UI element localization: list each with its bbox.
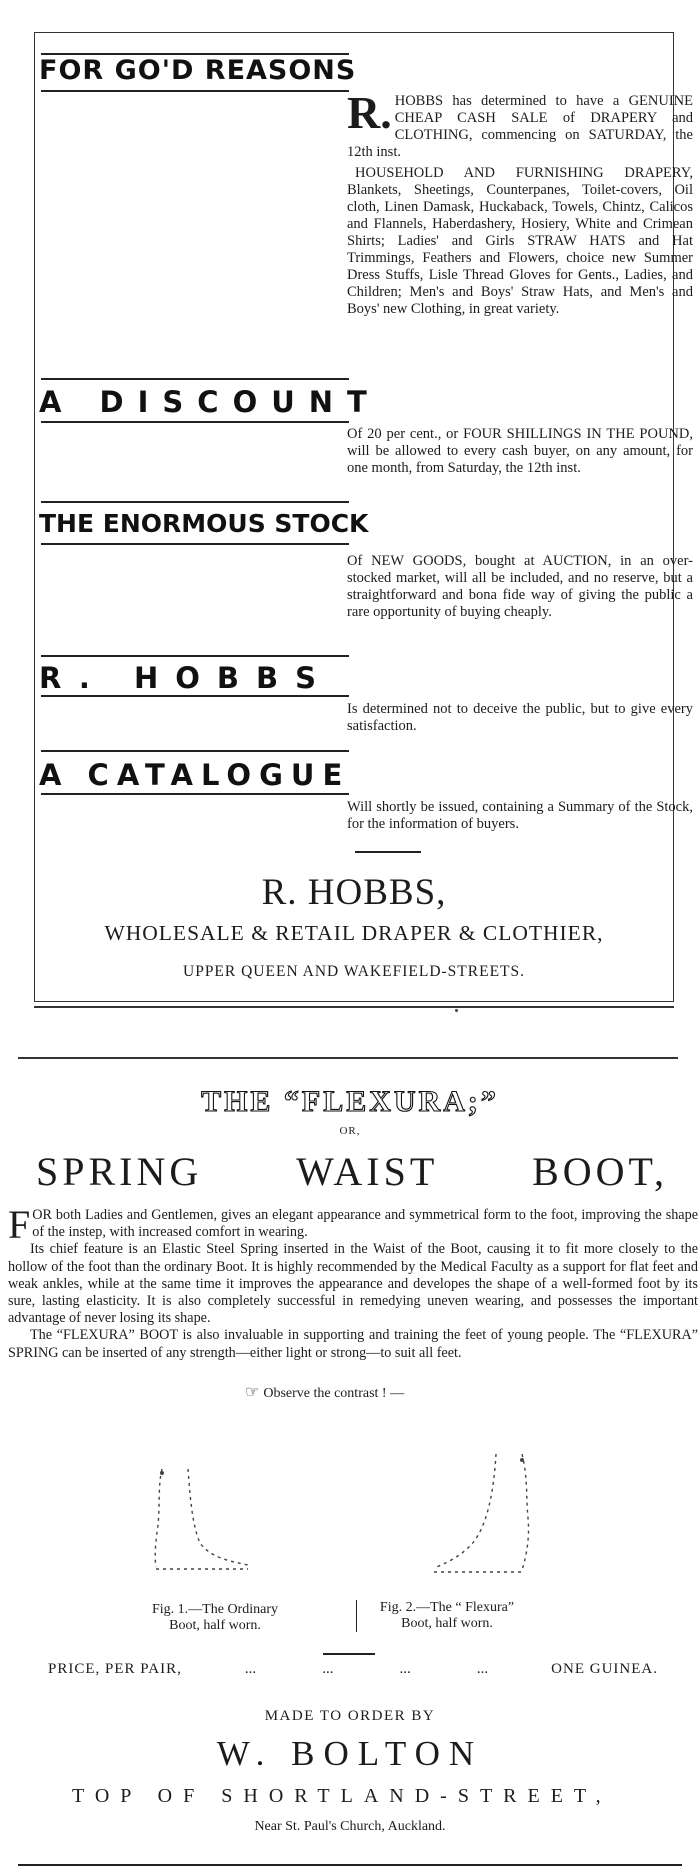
heading-rule — [41, 90, 349, 92]
ad1-bottom-rule — [34, 1006, 674, 1008]
paragraph-discount — [347, 426, 693, 481]
or-text: OR, — [339, 1125, 361, 1137]
leader-dots: ... — [322, 1661, 334, 1677]
title-word: SPRING — [36, 1149, 203, 1194]
price-value: ONE GUINEA. — [551, 1661, 658, 1677]
leader-dots: ... — [244, 1661, 257, 1677]
firm-description: WHOLESALE & RETAIL DRAPER & CLOTHIER, — [104, 921, 604, 945]
heading-rule — [41, 378, 349, 380]
flexura-title: THE “FLEXURA;” — [201, 1085, 499, 1118]
observe-text: Observe the contrast ! — — [263, 1386, 405, 1401]
stock-text: Of NEW GOODS, bought at AUCTION, in an over-stocked market, will all be included, and no reserve, but a straightforward and bona fide way of giving the public a rare opportunity of buying cheaply. — [347, 553, 693, 620]
heading-rule — [41, 543, 349, 545]
dropcap-f: F — [8, 1202, 31, 1247]
made-to-order: MADE TO ORDER BY — [264, 1708, 436, 1724]
leader-dots: ... — [399, 1661, 411, 1677]
divider-rule — [355, 851, 421, 853]
ad2-bottom-rule — [18, 1864, 682, 1866]
maker-name: W. BOLTON — [216, 1734, 484, 1773]
flexura-boot-illustration — [430, 1448, 540, 1578]
caption-line: Boot, half worn. — [401, 1616, 493, 1631]
heading-rule — [41, 793, 349, 795]
firm-name: R. HOBBS, — [261, 872, 447, 913]
title-word: BOOT, — [532, 1149, 668, 1194]
firm-address: UPPER QUEEN AND WAKEFIELD-STREETS. — [183, 963, 525, 980]
goods-list-text: HOUSEHOLD AND FURNISHING DRAPERY, Blankets, Sheetings, Counterpanes, Toilet-covers, Oil cloth, Linen Damask, Huckaback, Towels, Chintz, Calicos and Flannels, Haberdashery, Hosiery, White and Crimean Shirts; Ladies' and Girls STRAW HATS and Hat Trimmings, Feathers and Flowers, choice new Summer Dress Stuffs, Lisle Thread Gloves for Gents., Ladies, and Children; Men's and Boys' Straw Hats, and Men's and Boys' new Clothing, in great variety. — [347, 165, 693, 317]
description-paragraph: Its chief feature is an Elastic Steel Spring inserted in the Waist of the Boot, causing it to fit more closely to the hollow of the foot than the ordinary Boot. It is highly recommended by the Medical Faculty as a support for flat feet and weak ankles, while at the same time it improves the appearance and developes the shape of a well-formed foot by its sure, lasting elasticity. It is also completely successful in remedying uneven wearing, and possesses the important advantage of never losing its shape. — [8, 1241, 698, 1327]
leader-dots: ... — [476, 1661, 489, 1677]
heading-rule — [41, 750, 349, 752]
sale-text: HOBBS has determined to have a GENUINE CHEAP CASH SALE of DRAPERY and CLOTHING, commencing on SATURDAY, the 12th inst. — [347, 93, 693, 160]
figure-2-caption — [362, 1600, 532, 1632]
flexura-description — [8, 1202, 698, 1362]
price-leader-dots — [182, 1661, 551, 1678]
spring-waist-boot-title — [36, 1148, 668, 1195]
heading-rule — [41, 421, 349, 423]
heading-a-discount: A DISCOUNT — [39, 385, 381, 419]
print-speck — [455, 1009, 458, 1012]
dropcap-r: R. — [347, 87, 392, 138]
price-row — [48, 1661, 658, 1678]
paragraph-stock — [347, 553, 693, 625]
pointing-hand-icon: ☞ — [245, 1384, 260, 1401]
divider-rule — [323, 1653, 375, 1655]
maker-street: TOP OF SHORTLAND-STREET, — [72, 1785, 612, 1807]
ordinary-boot-illustration — [148, 1465, 258, 1575]
ad2-top-rule — [18, 1057, 678, 1059]
maker-location: Near St. Paul's Church, Auckland. — [254, 1819, 446, 1834]
description-paragraph: The “FLEXURA” BOOT is also invaluable in supporting and training the feet of young people. The “FLEXURA” SPRING can be inserted of any strength—either light or strong—to suit all feet. — [8, 1327, 698, 1361]
hobbs-text: Is determined not to deceive the public, but to give every satisfaction. — [347, 701, 693, 734]
heading-enormous-stock: THE ENORMOUS STOCK — [39, 509, 369, 538]
heading-r-hobbs: R. HOBBS — [39, 661, 333, 695]
price-label: PRICE, PER PAIR, — [48, 1661, 182, 1677]
paragraph-catalogue — [347, 799, 693, 837]
paragraph-hobbs — [347, 701, 693, 739]
heading-rule — [41, 655, 349, 657]
catalogue-text: Will shortly be issued, containing a Summary of the Stock, for the information of buyers. — [347, 799, 693, 832]
description-paragraph: OR both Ladies and Gentlemen, gives an elegant appearance and symmetrical form to the foot, improving the shape of the instep, with increased comfort in wearing. — [32, 1207, 698, 1241]
observe-contrast — [245, 1382, 404, 1402]
heading-rule — [41, 695, 349, 697]
caption-line: Fig. 2.—The “ Flexura” — [379, 1600, 515, 1615]
heading-for-good-reasons: FOR GO'D REASONS — [39, 55, 357, 86]
caption-line: Fig. 1.—The Ordinary — [152, 1602, 278, 1617]
title-word: WAIST — [296, 1149, 439, 1194]
figure-1-caption — [130, 1602, 300, 1634]
paragraph-sale-announcement — [347, 87, 693, 322]
hobbs-advertisement — [34, 32, 693, 1002]
caption-line: Boot, half worn. — [169, 1618, 261, 1633]
heading-rule — [41, 501, 349, 503]
figure-divider — [356, 1600, 357, 1632]
heading-a-catalogue: A CATALOGUE — [39, 758, 351, 792]
discount-text: Of 20 per cent., or FOUR SHILLINGS IN THE POUND, will be allowed to every cash buyer, on any amount, for one month, from Saturday, the 12th inst. — [347, 426, 693, 476]
